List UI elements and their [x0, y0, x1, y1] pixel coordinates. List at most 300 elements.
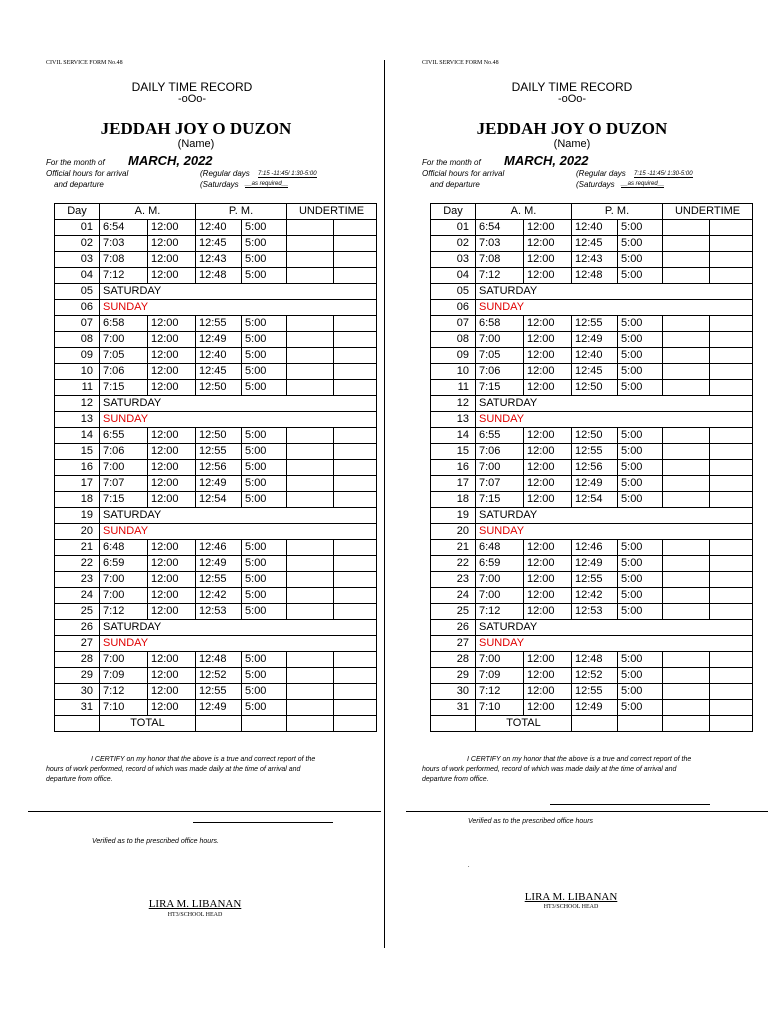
am-arrival: 6:59: [476, 556, 524, 572]
am-arrival: 7:12: [476, 604, 524, 620]
undertime-hours: [287, 700, 334, 716]
undertime-hours: [287, 668, 334, 684]
table-row: [55, 284, 377, 300]
am-arrival: 6:48: [476, 540, 524, 556]
day-number: 10: [55, 364, 100, 380]
am-departure: 12:00: [524, 348, 572, 364]
am-departure: 12:00: [148, 700, 196, 716]
regular-days-value: 7:15 -11:45/ 1:30-5:00: [634, 171, 693, 177]
table-row: [55, 236, 377, 252]
day-number: 07: [55, 316, 100, 332]
day-number: 02: [55, 236, 100, 252]
pm-arrival: 12:43: [196, 252, 242, 268]
pm-departure: 5:00: [242, 556, 287, 572]
pm-departure: 5:00: [242, 364, 287, 380]
pm-arrival: 12:45: [196, 236, 242, 252]
total-row: [431, 716, 753, 732]
day-number: 24: [431, 588, 476, 604]
am-arrival: 7:10: [476, 700, 524, 716]
pm-arrival: 12:52: [196, 668, 242, 684]
undertime-minutes: [710, 604, 753, 620]
undertime-hours: [287, 332, 334, 348]
pm-departure: 5:00: [618, 444, 663, 460]
day-number: 26: [55, 620, 100, 636]
undertime-minutes: [710, 268, 753, 284]
pm-arrival: 12:46: [572, 540, 618, 556]
saturday-label: SATURDAY: [100, 284, 377, 300]
undertime-minutes: [710, 428, 753, 444]
form-title: DAILY TIME RECORD: [511, 80, 633, 94]
day-number: 31: [55, 700, 100, 716]
employee-name: JEDDAH JOY O DUZON: [100, 119, 292, 138]
pm-departure: 5:00: [242, 540, 287, 556]
am-arrival: 6:48: [100, 540, 148, 556]
am-arrival: 7:15: [100, 492, 148, 508]
pm-arrival: 12:49: [196, 700, 242, 716]
undertime-hours: [287, 652, 334, 668]
am-arrival: 7:15: [476, 380, 524, 396]
table-row: [55, 300, 377, 316]
am-departure: 12:00: [148, 684, 196, 700]
table-row: [431, 284, 753, 300]
undertime-minutes: [334, 652, 377, 668]
undertime-hours: [663, 700, 710, 716]
undertime-hours: [287, 236, 334, 252]
table-row: [55, 220, 377, 236]
name-caption: (Name): [177, 138, 215, 150]
table-row: [431, 364, 753, 380]
day-number: 17: [55, 476, 100, 492]
day-number: 06: [55, 300, 100, 316]
regular-days-value: 7:15 -11:45/ 1:30-5:00: [258, 171, 317, 177]
day-number: 17: [431, 476, 476, 492]
total-pm-arrival: [572, 716, 618, 732]
undertime-minutes: [334, 236, 377, 252]
undertime-hours: [663, 428, 710, 444]
am-arrival: 6:58: [100, 316, 148, 332]
pm-arrival: 12:40: [572, 348, 618, 364]
undertime-hours: [663, 604, 710, 620]
undertime-hours: [287, 572, 334, 588]
pm-arrival: 12:46: [196, 540, 242, 556]
day-number: 25: [431, 604, 476, 620]
pm-departure: 5:00: [618, 572, 663, 588]
total-undertime-minutes: [334, 716, 377, 732]
undertime-minutes: [710, 444, 753, 460]
am-arrival: 6:55: [476, 428, 524, 444]
undertime-minutes: [710, 668, 753, 684]
pm-arrival: 12:40: [196, 220, 242, 236]
total-undertime-hours: [287, 716, 334, 732]
pm-departure: 5:00: [242, 684, 287, 700]
undertime-hours: [663, 364, 710, 380]
am-arrival: 7:07: [476, 476, 524, 492]
day-number: 08: [55, 332, 100, 348]
day-number: 06: [431, 300, 476, 316]
day-number: 11: [431, 380, 476, 396]
undertime-minutes: [334, 540, 377, 556]
table-row: [55, 332, 377, 348]
undertime-hours: [287, 588, 334, 604]
am-arrival: 7:12: [100, 268, 148, 284]
undertime-minutes: [334, 476, 377, 492]
table-row: [55, 380, 377, 396]
supervisor-signature-line: [193, 822, 333, 823]
verified-text: Verified as to the prescribed office hours.: [92, 838, 219, 845]
month-value: MARCH, 2022: [504, 153, 589, 168]
am-departure: 12:00: [148, 364, 196, 380]
am-departure: 12:00: [148, 604, 196, 620]
signatory-name: LIRA M. LIBANAN: [148, 898, 242, 910]
table-row: [55, 540, 377, 556]
table-row: [55, 268, 377, 284]
undertime-hours: [287, 460, 334, 476]
day-number: 08: [431, 332, 476, 348]
saturdays-value: __as required__: [621, 181, 665, 187]
table-row: [55, 684, 377, 700]
table-row: [431, 540, 753, 556]
am-departure: 12:00: [148, 668, 196, 684]
sunday-label: SUNDAY: [476, 300, 753, 316]
am-arrival: 6:58: [476, 316, 524, 332]
undertime-minutes: [334, 220, 377, 236]
am-departure: 12:00: [524, 460, 572, 476]
table-row: [55, 316, 377, 332]
total-label: TOTAL: [100, 716, 196, 732]
am-departure: 12:00: [148, 572, 196, 588]
day-number: 04: [55, 268, 100, 284]
pm-departure: 5:00: [242, 492, 287, 508]
am-departure: 12:00: [148, 652, 196, 668]
day-number: 10: [431, 364, 476, 380]
am-departure: 12:00: [524, 316, 572, 332]
pm-departure: 5:00: [242, 588, 287, 604]
pm-arrival: 12:50: [196, 380, 242, 396]
am-departure: 12:00: [524, 604, 572, 620]
pm-departure: 5:00: [242, 604, 287, 620]
table-row: [431, 268, 753, 284]
undertime-minutes: [334, 316, 377, 332]
pm-arrival: 12:54: [196, 492, 242, 508]
signature-rule: [28, 811, 381, 812]
table-row: [55, 364, 377, 380]
undertime-minutes: [334, 588, 377, 604]
table-row: [55, 252, 377, 268]
supervisor-signature-line: [550, 804, 710, 805]
am-departure: 12:00: [148, 428, 196, 444]
pm-departure: 5:00: [618, 348, 663, 364]
undertime-minutes: [710, 348, 753, 364]
am-departure: 12:00: [524, 684, 572, 700]
pm-departure: 5:00: [242, 476, 287, 492]
pm-arrival: 12:53: [196, 604, 242, 620]
undertime-hours: [287, 444, 334, 460]
pm-arrival: 12:50: [572, 428, 618, 444]
day-number: 14: [55, 428, 100, 444]
am-arrival: 7:03: [476, 236, 524, 252]
am-arrival: 6:55: [100, 428, 148, 444]
total-label: TOTAL: [476, 716, 572, 732]
day-number: 21: [55, 540, 100, 556]
official-hours-label: Official hours for arrival: [422, 169, 505, 178]
saturdays-label: (Saturdays: [200, 180, 239, 189]
pm-arrival: 12:49: [196, 332, 242, 348]
undertime-hours: [663, 572, 710, 588]
table-row: [55, 652, 377, 668]
day-number: 03: [55, 252, 100, 268]
pm-departure: 5:00: [242, 268, 287, 284]
table-row: [431, 396, 753, 412]
pm-departure: 5:00: [242, 348, 287, 364]
employee-name: JEDDAH JOY O DUZON: [476, 119, 668, 138]
sunday-label: SUNDAY: [100, 636, 377, 652]
undertime-hours: [287, 476, 334, 492]
pm-departure: 5:00: [242, 220, 287, 236]
sunday-label: SUNDAY: [100, 524, 377, 540]
pm-arrival: 12:55: [196, 684, 242, 700]
undertime-minutes: [710, 684, 753, 700]
undertime-minutes: [334, 364, 377, 380]
saturdays-value: __as required__: [245, 181, 289, 187]
am-departure: 12:00: [148, 492, 196, 508]
sunday-label: SUNDAY: [476, 524, 753, 540]
undertime-hours: [663, 236, 710, 252]
pm-arrival: 12:56: [196, 460, 242, 476]
undertime-hours: [663, 476, 710, 492]
pm-departure: 5:00: [242, 428, 287, 444]
table-row: [431, 236, 753, 252]
day-number: 23: [431, 572, 476, 588]
saturday-label: SATURDAY: [100, 620, 377, 636]
day-number: 29: [55, 668, 100, 684]
undertime-hours: [287, 364, 334, 380]
undertime-hours: [663, 380, 710, 396]
am-arrival: 7:00: [100, 572, 148, 588]
am-departure: 12:00: [148, 268, 196, 284]
am-departure: 12:00: [524, 700, 572, 716]
pm-arrival: 12:55: [572, 572, 618, 588]
month-value: MARCH, 2022: [128, 153, 213, 168]
official-hours-label: Official hours for arrival: [46, 169, 129, 178]
undertime-minutes: [334, 380, 377, 396]
am-departure: 12:00: [148, 348, 196, 364]
am-arrival: 7:00: [100, 652, 148, 668]
undertime-minutes: [710, 252, 753, 268]
am-arrival: 7:06: [100, 444, 148, 460]
table-row: [431, 684, 753, 700]
total-undertime-hours: [663, 716, 710, 732]
undertime-minutes: [334, 684, 377, 700]
month-label: For the month of: [422, 158, 481, 167]
name-caption: (Name): [553, 138, 591, 150]
am-departure: 12:00: [524, 572, 572, 588]
undertime-hours: [663, 540, 710, 556]
pm-arrival: 12:55: [572, 684, 618, 700]
day-number: 09: [55, 348, 100, 364]
am-departure: 12:00: [148, 476, 196, 492]
pm-departure: 5:00: [618, 220, 663, 236]
day-number: 28: [431, 652, 476, 668]
signatory-title: HT3/SCHOOL HEAD: [543, 904, 599, 910]
pm-arrival: 12:40: [572, 220, 618, 236]
pm-arrival: 12:49: [572, 700, 618, 716]
day-number: 23: [55, 572, 100, 588]
day-number: 22: [55, 556, 100, 572]
pm-departure: 5:00: [242, 316, 287, 332]
total-pm-departure: [618, 716, 663, 732]
am-arrival: 7:03: [100, 236, 148, 252]
am-departure: 12:00: [148, 220, 196, 236]
total-pm-departure: [242, 716, 287, 732]
pm-arrival: 12:55: [196, 572, 242, 588]
am-arrival: 7:05: [100, 348, 148, 364]
pm-arrival: 12:45: [572, 364, 618, 380]
table-row: [431, 428, 753, 444]
table-row: [55, 588, 377, 604]
pm-arrival: 12:53: [572, 604, 618, 620]
undertime-hours: [287, 428, 334, 444]
undertime-minutes: [334, 668, 377, 684]
table-row: [431, 252, 753, 268]
day-number: 15: [55, 444, 100, 460]
signature-rule: [406, 811, 768, 812]
undertime-hours: [663, 268, 710, 284]
day-number: 19: [55, 508, 100, 524]
table-row: [55, 428, 377, 444]
undertime-hours: [663, 588, 710, 604]
am-arrival: 7:00: [476, 460, 524, 476]
table-row: [431, 492, 753, 508]
am-departure: 12:00: [148, 380, 196, 396]
pm-departure: 5:00: [618, 604, 663, 620]
am-departure: 12:00: [524, 652, 572, 668]
day-number: 07: [431, 316, 476, 332]
table-row: [431, 508, 753, 524]
undertime-minutes: [710, 588, 753, 604]
undertime-hours: [287, 316, 334, 332]
am-arrival: 7:12: [476, 684, 524, 700]
undertime-minutes: [710, 332, 753, 348]
am-departure: 12:00: [524, 236, 572, 252]
pm-departure: 5:00: [242, 380, 287, 396]
am-departure: 12:00: [148, 460, 196, 476]
verified-text: Verified as to the prescribed office hours: [468, 818, 594, 825]
pm-departure: 5:00: [242, 236, 287, 252]
undertime-hours: [663, 444, 710, 460]
undertime-minutes: [334, 460, 377, 476]
pm-arrival: 12:55: [572, 444, 618, 460]
undertime-minutes: [334, 428, 377, 444]
pm-arrival: 12:52: [572, 668, 618, 684]
undertime-hours: [287, 348, 334, 364]
day-number: 14: [431, 428, 476, 444]
undertime-minutes: [710, 652, 753, 668]
day-number: 18: [55, 492, 100, 508]
undertime-minutes: [334, 556, 377, 572]
undertime-minutes: [334, 268, 377, 284]
table-row: [55, 460, 377, 476]
pm-departure: 5:00: [242, 700, 287, 716]
signatory-title: HT3/SCHOOL HEAD: [167, 912, 223, 918]
form-title: DAILY TIME RECORD: [131, 80, 253, 94]
am-departure: 12:00: [524, 476, 572, 492]
signatory-name: LIRA M. LIBANAN: [524, 891, 618, 903]
day-number: 20: [55, 524, 100, 540]
pm-departure: 5:00: [618, 428, 663, 444]
am-departure: 12:00: [148, 556, 196, 572]
day-number: 13: [431, 412, 476, 428]
pm-departure: 5:00: [242, 572, 287, 588]
undertime-minutes: [334, 604, 377, 620]
pm-departure: 5:00: [242, 460, 287, 476]
day-number: 31: [431, 700, 476, 716]
pm-arrival: 12:43: [572, 252, 618, 268]
pm-arrival: 12:56: [572, 460, 618, 476]
pm-header: P. M.: [572, 204, 663, 220]
day-number: 26: [431, 620, 476, 636]
day-number: 11: [55, 380, 100, 396]
pm-departure: 5:00: [618, 668, 663, 684]
pm-departure: 5:00: [618, 364, 663, 380]
table-row: [55, 620, 377, 636]
table-row: [55, 492, 377, 508]
am-departure: 12:00: [524, 380, 572, 396]
day-number: 05: [55, 284, 100, 300]
undertime-minutes: [710, 220, 753, 236]
table-row: [431, 636, 753, 652]
pm-departure: 5:00: [618, 700, 663, 716]
table-row: [431, 412, 753, 428]
certification-text: I CERTIFY on my honor that the above is a true and correct report of the hours of work performed, record of which was made daily at the time of arrival and departure from office.: [46, 756, 316, 783]
undertime-minutes: [334, 348, 377, 364]
pm-header: P. M.: [196, 204, 287, 220]
table-row: [431, 220, 753, 236]
undertime-minutes: [334, 572, 377, 588]
undertime-hours: [287, 604, 334, 620]
undertime-minutes: [710, 460, 753, 476]
day-number: 16: [431, 460, 476, 476]
pm-departure: 5:00: [618, 460, 663, 476]
day-number: 22: [431, 556, 476, 572]
pm-arrival: 12:55: [572, 316, 618, 332]
departure-label: and departure: [430, 180, 480, 189]
day-number: 27: [431, 636, 476, 652]
table-row: [431, 668, 753, 684]
day-number: 30: [55, 684, 100, 700]
table-row: [431, 460, 753, 476]
pm-departure: 5:00: [242, 444, 287, 460]
total-undertime-minutes: [710, 716, 753, 732]
day-number: 02: [431, 236, 476, 252]
undertime-minutes: [334, 492, 377, 508]
pm-arrival: 12:48: [196, 268, 242, 284]
table-row: [431, 444, 753, 460]
pm-arrival: 12:42: [572, 588, 618, 604]
total-spacer: [55, 716, 100, 732]
saturdays-label: (Saturdays: [576, 180, 615, 189]
total-pm-arrival: [196, 716, 242, 732]
am-arrival: 7:00: [100, 332, 148, 348]
table-row: [431, 620, 753, 636]
table-row: [431, 588, 753, 604]
am-arrival: 7:00: [476, 332, 524, 348]
form-number: CIVIL SERVICE FORM No.48: [422, 60, 499, 66]
pm-arrival: 12:45: [196, 364, 242, 380]
am-header: A. M.: [476, 204, 572, 220]
pm-departure: 5:00: [242, 332, 287, 348]
am-arrival: 7:09: [476, 668, 524, 684]
month-label: For the month of: [46, 158, 105, 167]
